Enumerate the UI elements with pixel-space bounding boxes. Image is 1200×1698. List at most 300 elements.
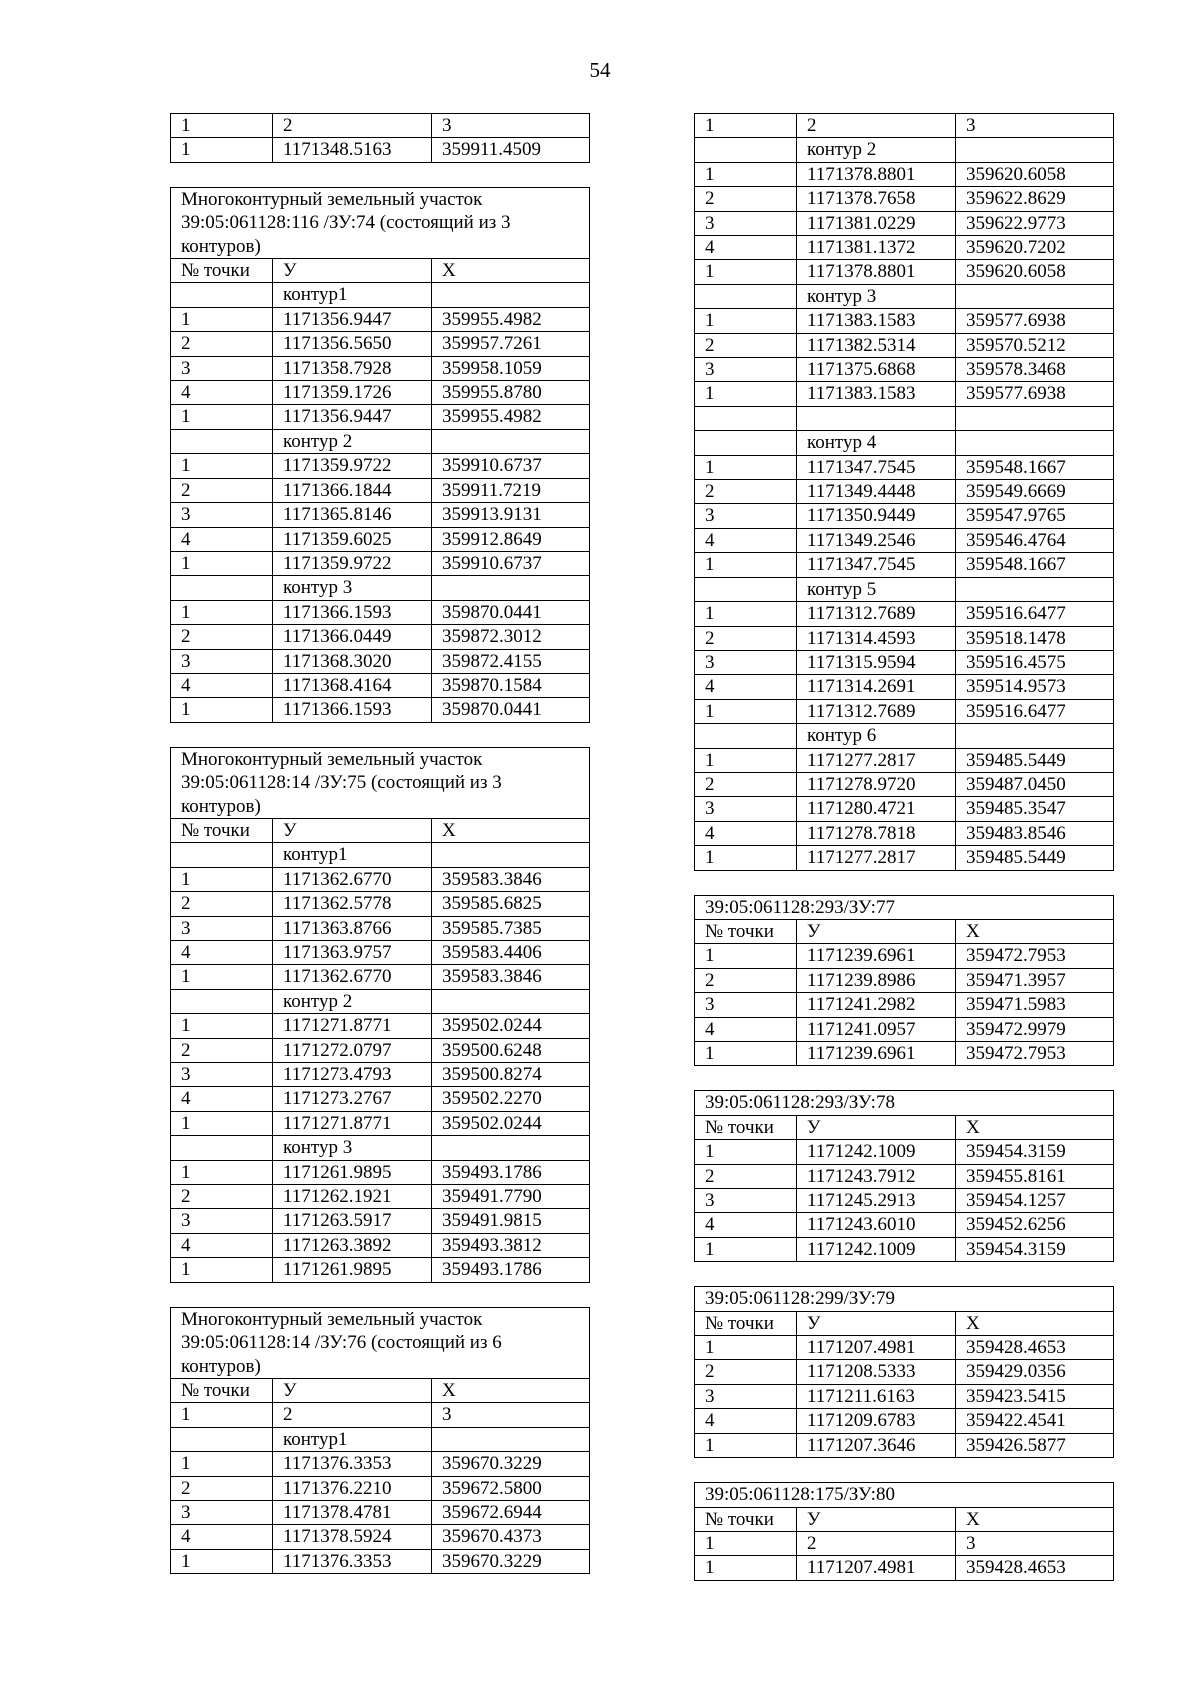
- y-coordinate-cell: 1171272.0797: [273, 1038, 432, 1062]
- table-row: [695, 1336, 1114, 1360]
- x-coordinate-cell: 359911.4509: [432, 138, 590, 162]
- y-coordinate-cell: 1171314.4593: [797, 626, 956, 650]
- y-coordinate-cell: 1171382.5314: [797, 333, 956, 357]
- coordinate-table: [694, 895, 1114, 1067]
- y-coordinate-cell: 1171277.2817: [797, 846, 956, 870]
- point-number-cell: 1: [695, 114, 797, 138]
- point-number-cell: 1: [695, 944, 797, 968]
- table-row: [695, 577, 1114, 601]
- y-coordinate-cell: контур 6: [797, 724, 956, 748]
- point-number-cell: 2: [171, 1185, 273, 1209]
- y-coordinate-cell: 1171243.6010: [797, 1213, 956, 1237]
- point-number-cell: 4: [171, 941, 273, 965]
- y-coordinate-cell: 1171211.6163: [797, 1384, 956, 1408]
- x-coordinate-cell: 359471.3957: [956, 968, 1114, 992]
- point-number-cell: [695, 138, 797, 162]
- coordinate-table: [170, 187, 590, 723]
- y-coordinate-cell: 1171312.7689: [797, 699, 956, 723]
- x-coordinate-cell: 359500.8274: [432, 1063, 590, 1087]
- table-row: [171, 965, 590, 989]
- y-coordinate-cell: контур 3: [797, 284, 956, 308]
- y-coordinate-cell: 1171242.1009: [797, 1237, 956, 1261]
- y-coordinate-cell: 1171271.8771: [273, 1111, 432, 1135]
- point-number-cell: [171, 429, 273, 453]
- x-coordinate-cell: 359455.8161: [956, 1164, 1114, 1188]
- y-coordinate-cell: У: [797, 1507, 956, 1531]
- table-row: [695, 333, 1114, 357]
- table-row: [695, 1384, 1114, 1408]
- point-number-cell: [695, 431, 797, 455]
- x-coordinate-cell: 359487.0450: [956, 772, 1114, 796]
- table-row: [171, 649, 590, 673]
- point-number-cell: 3: [695, 211, 797, 235]
- x-coordinate-cell: 359516.6477: [956, 602, 1114, 626]
- x-coordinate-cell: 359872.3012: [432, 625, 590, 649]
- point-number-cell: [171, 1427, 273, 1451]
- table-row: [695, 748, 1114, 772]
- point-number-cell: № точки: [695, 1115, 797, 1139]
- table-row: [695, 1360, 1114, 1384]
- page-number: 54: [589, 58, 611, 82]
- table-title-row: [695, 1287, 1114, 1311]
- point-number-cell: 1: [695, 260, 797, 284]
- x-coordinate-cell: 3: [956, 1531, 1114, 1555]
- table-row: [695, 724, 1114, 748]
- table-row: [695, 650, 1114, 674]
- y-coordinate-cell: У: [797, 1311, 956, 1335]
- y-coordinate-cell: 1171383.1583: [797, 382, 956, 406]
- table-row: [171, 429, 590, 453]
- point-number-cell: 4: [695, 1409, 797, 1433]
- table-row: [695, 1213, 1114, 1237]
- x-coordinate-cell: 359912.8649: [432, 527, 590, 551]
- x-coordinate-cell: 359911.7219: [432, 478, 590, 502]
- y-coordinate-cell: контур 5: [797, 577, 956, 601]
- x-coordinate-cell: 359485.5449: [956, 748, 1114, 772]
- point-number-cell: [171, 989, 273, 1013]
- x-coordinate-cell: 359672.6944: [432, 1500, 590, 1524]
- point-number-cell: 1: [695, 1556, 797, 1580]
- table-row: [695, 187, 1114, 211]
- y-coordinate-cell: 1171378.5924: [273, 1525, 432, 1549]
- point-number-cell: 3: [695, 993, 797, 1017]
- table-title-row: [171, 1307, 590, 1378]
- point-number-cell: 2: [695, 333, 797, 357]
- point-number-cell: 3: [695, 1384, 797, 1408]
- y-coordinate-cell: 1171349.4448: [797, 480, 956, 504]
- x-coordinate-cell: 359502.0244: [432, 1014, 590, 1038]
- x-coordinate-cell: 3: [432, 1403, 590, 1427]
- x-coordinate-cell: 359955.4982: [432, 307, 590, 331]
- table-row: [695, 968, 1114, 992]
- x-coordinate-cell: Х: [432, 259, 590, 283]
- table-gap: [170, 723, 589, 747]
- table-title: Многоконтурный земельный участок 39:05:061128:14 /ЗУ:76 (состоящий из 6 контуров): [171, 1307, 590, 1378]
- table-row: [171, 1378, 590, 1402]
- point-number-cell: 2: [695, 187, 797, 211]
- table-row: [695, 1507, 1114, 1531]
- x-coordinate-cell: 359493.3812: [432, 1233, 590, 1257]
- x-coordinate-cell: 359548.1667: [956, 553, 1114, 577]
- table-row: [695, 1556, 1114, 1580]
- point-number-cell: 3: [171, 503, 273, 527]
- point-number-cell: 4: [171, 527, 273, 551]
- x-coordinate-cell: 359483.8546: [956, 821, 1114, 845]
- point-number-cell: 4: [171, 1233, 273, 1257]
- table-row: [695, 553, 1114, 577]
- x-coordinate-cell: 359870.0441: [432, 698, 590, 722]
- x-coordinate-cell: 359423.5415: [956, 1384, 1114, 1408]
- coordinate-table: [694, 1286, 1114, 1458]
- table-row: [695, 1237, 1114, 1261]
- y-coordinate-cell: 1171366.1844: [273, 478, 432, 502]
- y-coordinate-cell: 1171362.5778: [273, 892, 432, 916]
- table-row: [171, 1258, 590, 1282]
- point-number-cell: 4: [171, 1525, 273, 1549]
- x-coordinate-cell: 359578.3468: [956, 358, 1114, 382]
- y-coordinate-cell: 1171375.6868: [797, 358, 956, 382]
- table-row: [695, 919, 1114, 943]
- table-row: [171, 1087, 590, 1111]
- table-row: [171, 892, 590, 916]
- x-coordinate-cell: [432, 283, 590, 307]
- point-number-cell: № точки: [695, 919, 797, 943]
- y-coordinate-cell: 1171261.9895: [273, 1258, 432, 1282]
- x-coordinate-cell: 359910.6737: [432, 454, 590, 478]
- table-row: [171, 1160, 590, 1184]
- y-coordinate-cell: 1171241.0957: [797, 1017, 956, 1041]
- y-coordinate-cell: 1171312.7689: [797, 602, 956, 626]
- point-number-cell: № точки: [171, 259, 273, 283]
- table-gap: [170, 1283, 589, 1307]
- table-row: [171, 551, 590, 575]
- point-number-cell: 1: [695, 846, 797, 870]
- x-coordinate-cell: 359454.3159: [956, 1237, 1114, 1261]
- table-row: [171, 307, 590, 331]
- y-coordinate-cell: контур1: [273, 283, 432, 307]
- x-coordinate-cell: 359516.4575: [956, 650, 1114, 674]
- table-row: [695, 138, 1114, 162]
- table-row: [695, 846, 1114, 870]
- table-row: [695, 211, 1114, 235]
- x-coordinate-cell: 359870.1584: [432, 673, 590, 697]
- point-number-cell: 1: [171, 1160, 273, 1184]
- x-coordinate-cell: 359955.8780: [432, 381, 590, 405]
- point-number-cell: 1: [171, 698, 273, 722]
- point-number-cell: 1: [171, 600, 273, 624]
- point-number-cell: 1: [171, 1452, 273, 1476]
- x-coordinate-cell: 359493.1786: [432, 1258, 590, 1282]
- table-title: 39:05:061128:175/ЗУ:80: [695, 1483, 1114, 1507]
- table-row: [171, 1233, 590, 1257]
- point-number-cell: 1: [695, 602, 797, 626]
- y-coordinate-cell: 1171366.1593: [273, 698, 432, 722]
- point-number-cell: 3: [171, 356, 273, 380]
- y-coordinate-cell: 1171280.4721: [797, 797, 956, 821]
- point-number-cell: 1: [171, 1549, 273, 1573]
- y-coordinate-cell: 1171278.7818: [797, 821, 956, 845]
- x-coordinate-cell: Х: [432, 1378, 590, 1402]
- x-coordinate-cell: 359454.3159: [956, 1140, 1114, 1164]
- table-row: [695, 382, 1114, 406]
- point-number-cell: 1: [695, 309, 797, 333]
- y-coordinate-cell: 1171241.2982: [797, 993, 956, 1017]
- table-row: [171, 916, 590, 940]
- table-title: 39:05:061128:293/ЗУ:78: [695, 1091, 1114, 1115]
- table-row: [695, 993, 1114, 1017]
- point-number-cell: 1: [171, 1111, 273, 1135]
- x-coordinate-cell: 359422.4541: [956, 1409, 1114, 1433]
- x-coordinate-cell: 359577.6938: [956, 382, 1114, 406]
- x-coordinate-cell: 359485.3547: [956, 797, 1114, 821]
- table-row: [695, 1311, 1114, 1335]
- table-row: [171, 1500, 590, 1524]
- y-coordinate-cell: 1171273.4793: [273, 1063, 432, 1087]
- table-row: [695, 1531, 1114, 1555]
- table-row: [695, 284, 1114, 308]
- point-number-cell: 2: [171, 332, 273, 356]
- y-coordinate-cell: 1171209.6783: [797, 1409, 956, 1433]
- point-number-cell: 1: [695, 1140, 797, 1164]
- x-coordinate-cell: 359547.9765: [956, 504, 1114, 528]
- y-coordinate-cell: 1171378.8801: [797, 260, 956, 284]
- table-row: [695, 528, 1114, 552]
- table-row: [171, 1014, 590, 1038]
- point-number-cell: [695, 724, 797, 748]
- point-number-cell: 4: [695, 821, 797, 845]
- y-coordinate-cell: контур 2: [273, 989, 432, 1013]
- coordinate-table: [694, 1482, 1114, 1581]
- y-coordinate-cell: 1171273.2767: [273, 1087, 432, 1111]
- table-row: [695, 821, 1114, 845]
- table-row: [171, 1476, 590, 1500]
- x-coordinate-cell: 359955.4982: [432, 405, 590, 429]
- x-coordinate-cell: [956, 431, 1114, 455]
- x-coordinate-cell: Х: [956, 919, 1114, 943]
- table-row: [171, 478, 590, 502]
- table-row: [171, 527, 590, 551]
- x-coordinate-cell: [432, 576, 590, 600]
- y-coordinate-cell: 1171245.2913: [797, 1189, 956, 1213]
- x-coordinate-cell: 359516.6477: [956, 699, 1114, 723]
- y-coordinate-cell: У: [273, 1378, 432, 1402]
- x-coordinate-cell: 3: [956, 114, 1114, 138]
- point-number-cell: 4: [695, 1213, 797, 1237]
- table-row: [171, 843, 590, 867]
- table-row: [695, 1433, 1114, 1457]
- x-coordinate-cell: 359493.1786: [432, 1160, 590, 1184]
- table-row: [171, 818, 590, 842]
- x-coordinate-cell: 359428.4653: [956, 1336, 1114, 1360]
- table-gap: [694, 1458, 1113, 1482]
- point-number-cell: 4: [695, 1017, 797, 1041]
- point-number-cell: 4: [695, 675, 797, 699]
- x-coordinate-cell: 359672.5800: [432, 1476, 590, 1500]
- coordinate-table: [170, 747, 590, 1283]
- y-coordinate-cell: 1171383.1583: [797, 309, 956, 333]
- y-coordinate-cell: контур 4: [797, 431, 956, 455]
- x-coordinate-cell: 359670.3229: [432, 1549, 590, 1573]
- y-coordinate-cell: 1171278.9720: [797, 772, 956, 796]
- table-title: Многоконтурный земельный участок 39:05:061128:14 /ЗУ:75 (состоящий из 3 контуров): [171, 747, 590, 818]
- table-row: [171, 1185, 590, 1209]
- x-coordinate-cell: [956, 724, 1114, 748]
- point-number-cell: 4: [695, 528, 797, 552]
- y-coordinate-cell: 1171362.6770: [273, 867, 432, 891]
- point-number-cell: [695, 577, 797, 601]
- y-coordinate-cell: 1171350.9449: [797, 504, 956, 528]
- point-number-cell: 3: [171, 1209, 273, 1233]
- point-number-cell: 1: [695, 1042, 797, 1066]
- point-number-cell: 2: [171, 1038, 273, 1062]
- table-row: [695, 162, 1114, 186]
- x-coordinate-cell: 359429.0356: [956, 1360, 1114, 1384]
- y-coordinate-cell: 1171239.6961: [797, 944, 956, 968]
- x-coordinate-cell: 359910.6737: [432, 551, 590, 575]
- point-number-cell: 1: [171, 454, 273, 478]
- table-row: [171, 698, 590, 722]
- point-number-cell: № точки: [695, 1311, 797, 1335]
- y-coordinate-cell: [797, 406, 956, 430]
- point-number-cell: 1: [171, 307, 273, 331]
- table-row: [695, 260, 1114, 284]
- y-coordinate-cell: 1171239.6961: [797, 1042, 956, 1066]
- point-number-cell: 2: [695, 480, 797, 504]
- x-coordinate-cell: 359620.6058: [956, 162, 1114, 186]
- y-coordinate-cell: 1171368.4164: [273, 673, 432, 697]
- table-row: [695, 480, 1114, 504]
- x-coordinate-cell: [956, 406, 1114, 430]
- table-row: [695, 1140, 1114, 1164]
- point-number-cell: 4: [171, 1087, 273, 1111]
- table-gap: [694, 871, 1113, 895]
- y-coordinate-cell: 1171314.2691: [797, 675, 956, 699]
- y-coordinate-cell: 1171356.9447: [273, 307, 432, 331]
- point-number-cell: [695, 406, 797, 430]
- x-coordinate-cell: 359472.7953: [956, 1042, 1114, 1066]
- x-coordinate-cell: 359577.6938: [956, 309, 1114, 333]
- x-coordinate-cell: 359500.6248: [432, 1038, 590, 1062]
- point-number-cell: 1: [695, 699, 797, 723]
- x-coordinate-cell: 359485.5449: [956, 846, 1114, 870]
- point-number-cell: 1: [171, 1014, 273, 1038]
- y-coordinate-cell: 1171359.6025: [273, 527, 432, 551]
- y-coordinate-cell: 1171381.1372: [797, 236, 956, 260]
- y-coordinate-cell: контур 3: [273, 1136, 432, 1160]
- y-coordinate-cell: 2: [797, 1531, 956, 1555]
- y-coordinate-cell: 1171263.3892: [273, 1233, 432, 1257]
- x-coordinate-cell: 359622.8629: [956, 187, 1114, 211]
- x-coordinate-cell: 359585.6825: [432, 892, 590, 916]
- table-row: [171, 259, 590, 283]
- x-coordinate-cell: 359502.0244: [432, 1111, 590, 1135]
- point-number-cell: 3: [171, 1063, 273, 1087]
- table-row: [171, 1525, 590, 1549]
- table-row: [695, 772, 1114, 796]
- table-row: [171, 941, 590, 965]
- table-row: [171, 1427, 590, 1451]
- table-row: [171, 1403, 590, 1427]
- coordinate-table: [170, 1307, 590, 1574]
- table-row: [695, 455, 1114, 479]
- point-number-cell: 2: [695, 968, 797, 992]
- point-number-cell: 2: [171, 892, 273, 916]
- point-number-cell: 1: [171, 1403, 273, 1427]
- x-coordinate-cell: [432, 989, 590, 1013]
- table-row: [171, 356, 590, 380]
- y-coordinate-cell: 1171365.8146: [273, 503, 432, 527]
- x-coordinate-cell: 359491.7790: [432, 1185, 590, 1209]
- table-row: [695, 626, 1114, 650]
- y-coordinate-cell: 1171239.8986: [797, 968, 956, 992]
- x-coordinate-cell: 359491.9815: [432, 1209, 590, 1233]
- x-coordinate-cell: 3: [432, 114, 590, 138]
- y-coordinate-cell: 1171263.5917: [273, 1209, 432, 1233]
- y-coordinate-cell: 1171366.0449: [273, 625, 432, 649]
- table-row: [171, 332, 590, 356]
- table-row: [695, 1115, 1114, 1139]
- x-coordinate-cell: Х: [956, 1115, 1114, 1139]
- point-number-cell: 2: [695, 772, 797, 796]
- y-coordinate-cell: 1171262.1921: [273, 1185, 432, 1209]
- x-coordinate-cell: [432, 843, 590, 867]
- y-coordinate-cell: 1171315.9594: [797, 650, 956, 674]
- table-row: [171, 454, 590, 478]
- point-number-cell: 1: [695, 1336, 797, 1360]
- y-coordinate-cell: 1171349.2546: [797, 528, 956, 552]
- point-number-cell: 3: [695, 797, 797, 821]
- y-coordinate-cell: 1171359.1726: [273, 381, 432, 405]
- y-coordinate-cell: 1171378.7658: [797, 187, 956, 211]
- y-coordinate-cell: 2: [273, 1403, 432, 1427]
- coordinate-table: [170, 113, 590, 163]
- y-coordinate-cell: 1171208.5333: [797, 1360, 956, 1384]
- table-row: [171, 1038, 590, 1062]
- table-row: [695, 1189, 1114, 1213]
- point-number-cell: 3: [695, 358, 797, 382]
- y-coordinate-cell: 2: [797, 114, 956, 138]
- y-coordinate-cell: У: [273, 818, 432, 842]
- point-number-cell: 1: [171, 138, 273, 162]
- x-coordinate-cell: [956, 284, 1114, 308]
- table-title: 39:05:061128:299/ЗУ:79: [695, 1287, 1114, 1311]
- point-number-cell: 1: [171, 114, 273, 138]
- y-coordinate-cell: 1171378.8801: [797, 162, 956, 186]
- y-coordinate-cell: 1171277.2817: [797, 748, 956, 772]
- point-number-cell: 2: [695, 1360, 797, 1384]
- table-row: [695, 602, 1114, 626]
- y-coordinate-cell: 1171368.3020: [273, 649, 432, 673]
- coordinate-table: [694, 113, 1114, 871]
- table-title-row: [695, 895, 1114, 919]
- x-coordinate-cell: [956, 138, 1114, 162]
- table-row: [695, 504, 1114, 528]
- x-coordinate-cell: 359958.1059: [432, 356, 590, 380]
- point-number-cell: 4: [695, 236, 797, 260]
- x-coordinate-cell: 359472.7953: [956, 944, 1114, 968]
- table-row: [695, 944, 1114, 968]
- x-coordinate-cell: 359518.1478: [956, 626, 1114, 650]
- table-gap: [170, 163, 589, 187]
- point-number-cell: 1: [695, 1531, 797, 1555]
- x-coordinate-cell: 359502.2270: [432, 1087, 590, 1111]
- x-coordinate-cell: [432, 1427, 590, 1451]
- table-row: [171, 600, 590, 624]
- x-coordinate-cell: 359620.7202: [956, 236, 1114, 260]
- table-title-row: [695, 1091, 1114, 1115]
- y-coordinate-cell: У: [273, 259, 432, 283]
- y-coordinate-cell: контур1: [273, 1427, 432, 1451]
